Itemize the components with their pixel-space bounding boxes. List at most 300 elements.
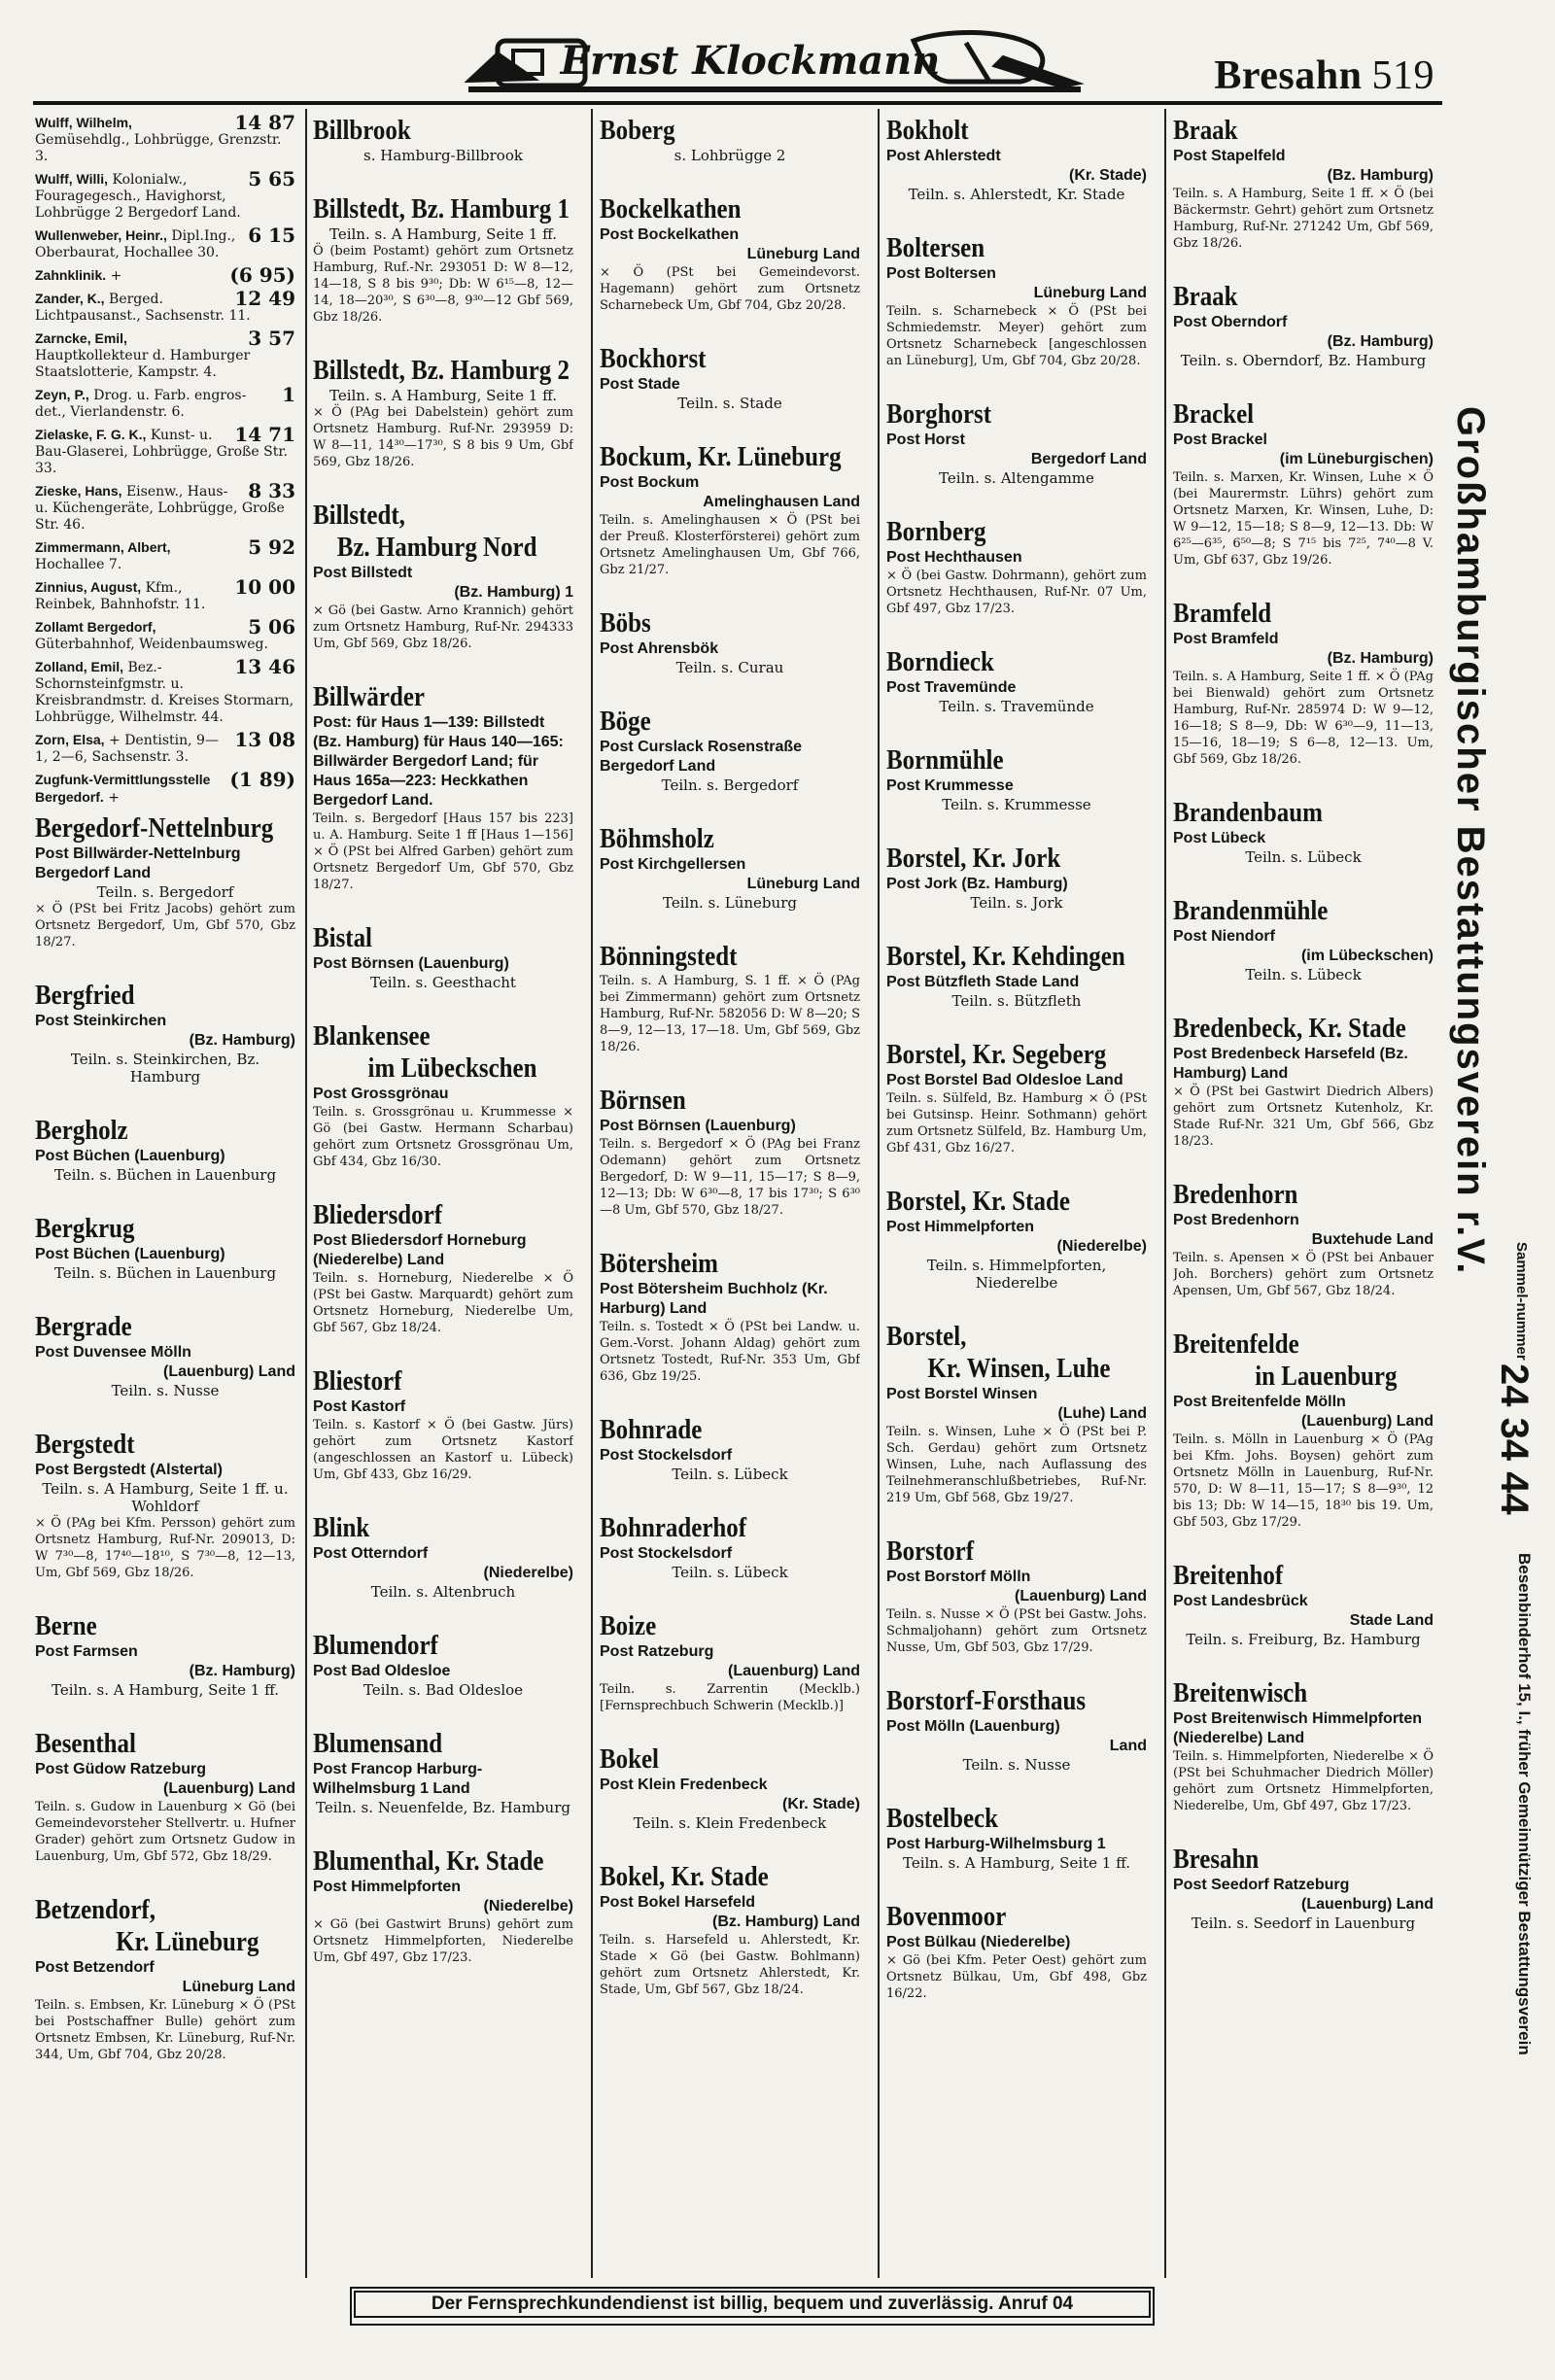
- place-name: Billstedt, Bz. Hamburg 2: [313, 355, 570, 386]
- listing-text: Gemüsehdlg., Lohbrügge, Grenzstr. 3.: [35, 132, 282, 164]
- listing-phone: 13 08: [234, 728, 295, 751]
- post-office: Post Landesbrück: [1173, 1593, 1308, 1609]
- listing-row: [35, 655, 295, 726]
- footer-notice: Der Fernsprechkundendienst ist billig, bequem und zuverlässig. Anruf 04: [354, 2291, 1151, 2318]
- exchange-details: Teiln. s. Amelinghausen × Ö (PSt bei der Preuß. Klosterförsterei) gehört zum Ortsnetz Amelinghausen Um, Gbf 766, Gbz 21/27.: [600, 513, 860, 577]
- place-name: Bergedorf-Nettelnburg: [35, 812, 274, 844]
- place-entry: [600, 941, 860, 1055]
- post-office: Post Brackel: [1173, 431, 1267, 448]
- listing-name: Zimmermann, Albert,: [35, 539, 171, 555]
- subscriber-reference: Teiln. s. Büchen in Lauenburg: [53, 1264, 277, 1282]
- place-name: Borstel, Kr. Jork: [886, 843, 1061, 874]
- subscriber-reference: Teiln. s. Krummesse: [942, 796, 1091, 813]
- place-entry: [313, 500, 573, 652]
- running-title: Bresahn: [1214, 53, 1363, 98]
- place-name: Borghorst: [886, 398, 992, 430]
- place-name: Bramfeld: [1173, 598, 1272, 629]
- subscriber-reference: Teiln. s. Jork: [970, 894, 1063, 912]
- post-office-suffix: (Lauenburg) Land: [163, 1363, 295, 1380]
- post-office-suffix: Buxtehude Land: [1311, 1231, 1434, 1248]
- post-office: Post Grossgrönau: [313, 1086, 449, 1102]
- exchange-details: Teiln. s. Grossgrönau u. Krummesse × Gö (bei Gastw. Hermann Scharbau) gehört zum Ortsnetz Grossgrönau Um, Gbf 434, Gbz 16/30.: [313, 1105, 573, 1169]
- listing-phone: 1: [282, 383, 295, 406]
- listing-text: Berged. Lichtpausanst., Sachsenstr. 11.: [35, 292, 251, 324]
- place-entry: [35, 812, 295, 950]
- place-name: Billwärder: [313, 681, 425, 712]
- post-office: Post Breitenwisch Himmelpforten (Niederelbe) Land: [1173, 1710, 1423, 1746]
- place-entry: [1173, 281, 1434, 369]
- place-entry: [1173, 115, 1434, 252]
- listing-text: +: [110, 268, 122, 284]
- post-office-suffix: (Luhe) Land: [1057, 1405, 1147, 1422]
- exchange-details: Teiln. s. Kastorf × Ö (bei Gastw. Jürs) gehört zum Ortsnetz Kastorf (angeschlossen an Kastorf u. Lübeck) Um, Gbf 433, Gbz 16/29.: [313, 1418, 573, 1482]
- place-name-suffix: im Lübeckschen: [367, 1052, 537, 1084]
- exchange-details: × Gö (bei Kfm. Peter Oest) gehört zum Ortsnetz Bülkau, Um, Gbf 498, Gbz 16/22.: [886, 1953, 1147, 2001]
- listing-row: [35, 115, 295, 165]
- post-office: Post Borstel Bad Oldesloe Land: [886, 1072, 1123, 1088]
- place-entry: [1173, 1844, 1434, 1932]
- subscriber-reference: Teiln. s. A Hamburg, Seite 1 ff.: [903, 1854, 1130, 1872]
- exchange-details: × Ö (bei Gastw. Dohrmann), gehört zum Ortsnetz Hechthausen, Ruf-Nr. 07 Um, Gbf 497, Gbz 17/23.: [886, 569, 1147, 616]
- subscriber-reference: s. Hamburg-Billbrook: [363, 147, 523, 164]
- post-office-suffix: Amelinghausen Land: [703, 494, 860, 510]
- place-entry: [313, 1199, 573, 1336]
- subscriber-reference: Teiln. s. A Hamburg, Seite 1 ff. u. Wohldorf: [42, 1480, 289, 1515]
- post-office-suffix: (Lauenburg) Land: [1301, 1896, 1434, 1913]
- place-entry: [886, 646, 1147, 715]
- post-office: Post Bramfeld: [1173, 631, 1279, 647]
- place-name: Bergstedt: [35, 1429, 135, 1460]
- post-office: Post Niendorf: [1173, 928, 1275, 945]
- post-office-suffix: (Lauenburg) Land: [728, 1663, 860, 1679]
- subscriber-reference: Teiln. s. Bergedorf: [661, 776, 799, 794]
- listing-row: [35, 327, 295, 381]
- place-name: Bergrade: [35, 1311, 132, 1342]
- ernst-klockmann-logo: [459, 23, 1090, 97]
- post-office: Post Borstel Winsen: [886, 1386, 1038, 1402]
- subscriber-reference: Teiln. s. Nusse: [962, 1756, 1071, 1774]
- place-name: Bovenmoor: [886, 1901, 1007, 1932]
- listing-text: Bez.-Schornsteinfgmstr. u. Kreisbrandmstr. d. Kreises Stormarn, Lohbrügge, Wilhelmstr. 44.: [35, 660, 294, 725]
- place-entry: [886, 1186, 1147, 1292]
- post-office: Post Oberndorf: [1173, 314, 1288, 330]
- place-name: Borstorf-Forsthaus: [886, 1685, 1087, 1716]
- place-name-suffix: Kr. Lüneburg: [116, 1926, 259, 1957]
- exchange-details: Teiln. s. Himmelpforten, Niederelbe × Ö (PSt bei Schuhmacher Diedrich Möller) gehört zum Ortsnetz Himmelpforten, Niederelbe, Um, Gbf 497, Gbz 17/23.: [1173, 1749, 1434, 1813]
- place-name: Blumenthal, Kr. Stade: [313, 1845, 544, 1877]
- subscriber-reference: Teiln. s. Curau: [675, 659, 784, 676]
- place-name: Bornberg: [886, 516, 986, 547]
- place-name: Böbs: [600, 607, 651, 638]
- place-name: Böhmsholz: [600, 823, 714, 854]
- column-1: [35, 115, 295, 2262]
- place-entry: [886, 1685, 1147, 1774]
- post-office-suffix: (Lauenburg) Land: [163, 1780, 295, 1797]
- exchange-details: × Ö (PSt bei Gemeindevorst. Hagemann) gehört zum Ortsnetz Scharnebeck Um, Gbf 704, Gbz 20/28.: [600, 265, 860, 313]
- place-name: Breitenwisch: [1173, 1677, 1308, 1708]
- post-office: Post Lübeck: [1173, 830, 1266, 846]
- listing-phone: (6 95): [229, 263, 295, 287]
- post-office-suffix: Lüneburg Land: [746, 876, 860, 892]
- listing-phone: 14 71: [234, 423, 295, 446]
- listing-name: Zahnklinik.: [35, 267, 107, 283]
- footer-box: [350, 2287, 1155, 2326]
- place-entry: [1173, 797, 1434, 866]
- post-office: Post Travemünde: [886, 679, 1017, 696]
- place-entry: [886, 941, 1147, 1010]
- header-rule: [33, 101, 1442, 105]
- place-name: Bokel, Kr. Stade: [600, 1861, 769, 1892]
- subscriber-reference: Teiln. s. Lübeck: [1245, 848, 1362, 866]
- place-entry: [1173, 1013, 1434, 1150]
- post-office: Post Stockelsdorf: [600, 1545, 733, 1562]
- place-name: Borstel, Kr. Stade: [886, 1186, 1070, 1217]
- page-header: [33, 17, 1442, 115]
- listing-row: [35, 615, 295, 653]
- listing-name: Zeyn, P.,: [35, 387, 89, 402]
- place-entry: [886, 1039, 1147, 1156]
- sidebar-address: Besenbinderhof 15, I., früher Gemeinnütziger Bestattungsverein: [1515, 1553, 1534, 2055]
- subscriber-reference: Teiln. s. Freiburg, Bz. Hamburg: [1186, 1631, 1421, 1648]
- place-name: Bergholz: [35, 1115, 128, 1146]
- listing-text: Kfm., Reinbek, Bahnhofstr. 11.: [35, 580, 206, 612]
- post-office: Post Breitenfelde Mölln: [1173, 1394, 1346, 1410]
- sidebar-main-text: [1448, 406, 1503, 1961]
- subscriber-reference: Teiln. s. Bützfleth: [951, 992, 1082, 1010]
- post-office-suffix: (Bz. Hamburg): [189, 1663, 295, 1679]
- subscriber-reference: Teiln. s. Klein Fredenbeck: [633, 1814, 827, 1832]
- exchange-details: Teiln. s. Apensen × Ö (PSt bei Anbauer Joh. Borchers) gehört zum Ortsnetz Apensen, Um, Gbf 567, Gbz 18/24.: [1173, 1251, 1434, 1298]
- column-2: [313, 115, 573, 2262]
- listing-text: Dipl.Ing., Oberbaurat, Hochallee 30.: [35, 228, 236, 260]
- place-entry: [600, 1414, 860, 1483]
- place-entry: [886, 744, 1147, 813]
- place-name: Brandenmühle: [1173, 895, 1329, 926]
- post-office-suffix: Lüneburg Land: [1033, 285, 1147, 301]
- place-entry: [313, 922, 573, 991]
- listing-text: Drog. u. Farb. engros-det., Vierlandenstr. 6.: [35, 388, 247, 420]
- place-entry: [35, 1213, 295, 1282]
- place-name-suffix: Kr. Winsen, Luhe: [927, 1353, 1111, 1384]
- place-name: Blink: [313, 1512, 370, 1543]
- listing-name: Zollamt Bergedorf,: [35, 619, 156, 635]
- exchange-details: Teiln. s. Zarrentin (Mecklb.) [Fernsprechbuch Schwerin (Mecklb.)]: [600, 1682, 860, 1713]
- subscriber-reference: Teiln. s. Altengamme: [939, 469, 1094, 487]
- place-entry: [600, 1248, 860, 1385]
- place-name: Bliestorf: [313, 1365, 402, 1397]
- listing-row: [35, 263, 295, 287]
- listing-text: Kolonialw., Fouragegesch., Havighorst, Lohbrügge 2 Bergedorf Land.: [35, 172, 241, 221]
- subscriber-reference: Teiln. s. Nusse: [111, 1382, 220, 1399]
- subscriber-reference: Teiln. s. Travemünde: [939, 698, 1094, 715]
- post-office: Post Bergstedt (Alstertal): [35, 1462, 223, 1478]
- listing-name: Zinnius, August,: [35, 579, 142, 595]
- subscriber-reference: Teiln. s. Stade: [677, 395, 782, 412]
- post-office: Post Stockelsdorf: [600, 1447, 733, 1464]
- place-name: Borstel,: [886, 1321, 967, 1352]
- post-office: Post Seedorf Ratzeburg: [1173, 1877, 1350, 1893]
- post-office: Post Stade: [600, 376, 680, 393]
- place-entry: [35, 1728, 295, 1865]
- place-name: Bönningstedt: [600, 941, 738, 972]
- place-name: Bostelbeck: [886, 1803, 998, 1834]
- post-office-suffix: (Bz. Hamburg) 1: [454, 584, 573, 601]
- post-office: Post Bliedersdorf Horneburg (Niederelbe) Land: [313, 1232, 527, 1268]
- place-entry: [1173, 398, 1434, 569]
- listing-row: [35, 575, 295, 613]
- exchange-details: Teiln. s. A Hamburg, Seite 1 ff. × Ö (PAg bei Bienwald) gehört zum Ortsnetz Hamburg, Ruf-Nr. 285974 D: W 9—12, 16—18; S 8—9, Db: W 6³⁰—9, 11—13, 15—16, 18—19; S 6—8, 12—13. Um, Gbf 569, Gbz 18/26.: [1173, 670, 1434, 767]
- column-divider: [1164, 109, 1166, 2278]
- post-office: Post Bad Oldesloe: [313, 1663, 451, 1679]
- exchange-details: × Gö (bei Gastwirt Bruns) gehört zum Ortsnetz Himmelpforten, Niederelbe Um, Gbf 497, Gbz 17/23.: [313, 1917, 573, 1965]
- running-head: [1214, 52, 1434, 99]
- place-entry: [1173, 895, 1434, 983]
- place-entry: [600, 441, 860, 578]
- listing-text: Hochallee 7.: [35, 557, 122, 572]
- post-office: Post Boltersen: [886, 265, 996, 282]
- post-office-suffix: (Niederelbe): [483, 1565, 573, 1581]
- column-divider: [591, 109, 593, 2278]
- post-office-suffix: (Niederelbe): [483, 1898, 573, 1914]
- place-entry: [35, 1894, 295, 2063]
- sidebar-title: Großhamburgischer Bestattungsverein r.V.: [1449, 406, 1492, 1276]
- subscriber-reference: Teiln. s. Neuenfelde, Bz. Hamburg: [316, 1799, 570, 1816]
- place-name: Bokholt: [886, 115, 969, 146]
- subscriber-reference: Teiln. s. Oberndorf, Bz. Hamburg: [1180, 352, 1427, 369]
- place-name: Braak: [1173, 281, 1238, 312]
- place-entry: [35, 1311, 295, 1399]
- exchange-details: × Ö (PSt bei Gastwirt Diedrich Albers) gehört zum Ortsnetz Kutenholz, Kr. Stade Ruf-Nr. 321 Um, Gbf 566, Gbz 18/23.: [1173, 1085, 1434, 1149]
- column-4: [886, 115, 1147, 2262]
- listing-phone: 6 15: [248, 224, 295, 247]
- place-name-suffix: Bz. Hamburg Nord: [336, 532, 537, 563]
- sidebar-phone: 24 34 44: [1493, 1363, 1536, 1515]
- post-office: Post Bützfleth Stade Land: [886, 974, 1080, 990]
- place-entry: [600, 115, 860, 164]
- place-name: Boberg: [600, 115, 675, 146]
- place-entry: [313, 355, 573, 470]
- post-office-suffix: (Bz. Hamburg) Land: [712, 1914, 860, 1930]
- listing-text: Eisenw., Haus- u. Küchengeräte, Lohbrügge, Große Str. 46.: [35, 484, 285, 533]
- place-name: Bistal: [313, 922, 372, 953]
- exchange-details: Teiln. s. A Hamburg, Seite 1 ff. × Ö (bei Bäckermstr. Gehrt) gehört zum Ortsnetz Hamburg, Ruf-Nr. 271242 Um, Gbf 569, Gbz 18/26.: [1173, 187, 1434, 251]
- subscriber-reference: s. Lohbrügge 2: [674, 147, 786, 164]
- listing-text: Hauptkollekteur d. Hamburger Staatslotterie, Kampstr. 4.: [35, 348, 251, 380]
- post-office-suffix: (Bz. Hamburg): [189, 1032, 295, 1049]
- place-entry: [886, 1901, 1147, 2002]
- place-name: Bresahn: [1173, 1844, 1260, 1875]
- place-entry: [600, 1085, 860, 1219]
- post-office: Post Bredenhorn: [1173, 1212, 1299, 1228]
- subscriber-reference: Teiln. s. Bergedorf: [96, 883, 234, 901]
- post-office-suffix: (Kr. Stade): [1068, 167, 1147, 184]
- post-office-suffix: Stade Land: [1349, 1612, 1434, 1629]
- subscriber-reference: Teiln. s. A Hamburg, Seite 1 ff.: [52, 1681, 279, 1699]
- subscriber-reference: Teiln. s. Büchen in Lauenburg: [53, 1166, 277, 1184]
- column-divider: [878, 109, 880, 2278]
- place-name: Börnsen: [600, 1085, 686, 1116]
- listing-name: Zolland, Emil,: [35, 659, 124, 674]
- page-number: 519: [1371, 53, 1434, 98]
- place-name: Bötersheim: [600, 1248, 718, 1279]
- place-entry: [886, 115, 1147, 203]
- place-name: Bredenbeck, Kr. Stade: [1173, 1013, 1406, 1044]
- post-office-suffix: Lüneburg Land: [746, 246, 860, 262]
- post-office: Post: für Haus 1—139: Billstedt (Bz. Hamburg) für Haus 140—165: Billwärder Bergedorf Land; für Haus 165a—223: Heckkathen Bergedorf Land.: [313, 714, 564, 809]
- place-name-suffix: in Lauenburg: [1255, 1361, 1398, 1392]
- place-entry: [886, 843, 1147, 912]
- subscriber-reference: Teiln. s. Bad Oldesloe: [363, 1681, 524, 1699]
- post-office: Post Stapelfeld: [1173, 148, 1286, 164]
- place-name: Besenthal: [35, 1728, 136, 1759]
- listing-row: [35, 287, 295, 325]
- post-office: Post Horst: [886, 431, 965, 448]
- place-name: Bohnraderhof: [600, 1512, 747, 1543]
- exchange-details: × Ö (PAg bei Kfm. Persson) gehört zum Ortsnetz Hamburg, Ruf-Nr. 209013, D: W 7³⁰—8, 17⁴⁰—18¹⁰, S 7³⁰—8, 12—13, Um, Gbf 569, Gbz 18/26.: [35, 1516, 295, 1580]
- exchange-details: × Gö (bei Gastw. Arno Krannich) gehört zum Ortsnetz Hamburg, Ruf-Nr. 294333 Um, Gbf 569, Gbz 18/26.: [313, 604, 573, 651]
- place-name: Borstorf: [886, 1535, 975, 1567]
- place-entry: [313, 1020, 573, 1170]
- exchange-details: Teiln. s. Mölln in Lauenburg × Ö (PAg bei Kfm. Johs. Boysen) gehört zum Ortsnetz Mölln in Lauenburg, Ruf-Nr. 570, D: W 8—11, 15—17; S 8—9³⁰, 12 bis 13; Db: W 14—15, 18³⁰ bis 19. Um, Gbf 503, Gbz 17/29.: [1173, 1432, 1434, 1530]
- place-entry: [1173, 598, 1434, 768]
- place-entry: [886, 232, 1147, 369]
- exchange-details: × Ö (PAg bei Dabelstein) gehört zum Ortsnetz Hamburg. Ruf-Nr. 293959 D: W 8—11, 14³⁰—17³⁰, S 8 bis 9 Um, Gbf 569, Gbz 18/26.: [313, 405, 573, 469]
- place-entry: [886, 1803, 1147, 1872]
- post-office: Post Bredenbeck Harsefeld (Bz. Hamburg) Land: [1173, 1046, 1408, 1082]
- subscriber-reference: Teiln. s. Geesthacht: [370, 974, 516, 991]
- subscriber-reference: Teiln. s. Altenbruch: [370, 1583, 516, 1601]
- place-entry: [313, 1365, 573, 1483]
- place-name: Bockhorst: [600, 343, 707, 374]
- place-name: Billbrook: [313, 115, 411, 146]
- post-office: Post Bötersheim Buchholz (Kr. Harburg) Land: [600, 1281, 828, 1317]
- post-office: Post Krummesse: [886, 777, 1014, 794]
- subscriber-reference: Teiln. s. Lübeck: [672, 1564, 788, 1581]
- place-entry: [600, 1610, 860, 1714]
- subscriber-reference: Teiln. s. A Hamburg, Seite 1 ff.: [329, 387, 557, 404]
- place-entry: [313, 1845, 573, 1966]
- place-entry: [313, 1728, 573, 1816]
- exchange-details: Teiln. s. Harsefeld u. Ahlerstedt, Kr. Stade × Gö (bei Gastw. Bohlmann) gehört zum Ortsnetz Ahlerstedt, Kr. Stade, Um, Gbf 567, Gbz 18/24.: [600, 1933, 860, 1997]
- post-office: Post Harburg-Wilhelmsburg 1: [886, 1836, 1106, 1852]
- post-office: Post Kastorf: [313, 1398, 406, 1415]
- place-name: Borstel, Kr. Segeberg: [886, 1039, 1107, 1070]
- post-office: Post Ratzeburg: [600, 1643, 714, 1660]
- place-name: Borstel, Kr. Kehdingen: [886, 941, 1125, 972]
- place-name: Berne: [35, 1610, 97, 1641]
- listing-phone: 8 33: [248, 479, 295, 502]
- place-entry: [1173, 1677, 1434, 1814]
- post-office: Post Mölln (Lauenburg): [886, 1718, 1060, 1735]
- place-entry: [886, 1535, 1147, 1656]
- exchange-details: × Ö (PSt bei Fritz Jacobs) gehört zum Ortsnetz Bergedorf, Um, Gbf 570, Gbz 18/27.: [35, 902, 295, 949]
- post-office: Post Güdow Ratzeburg: [35, 1761, 206, 1777]
- listing-phone: 5 92: [248, 535, 295, 559]
- listing-name: Zieske, Hans,: [35, 483, 122, 499]
- place-name: Blankensee: [313, 1020, 431, 1052]
- subscriber-reference: Teiln. s. Lübeck: [1245, 966, 1362, 983]
- listing-name: Wullenweber, Heinr.,: [35, 227, 167, 243]
- place-name: Blumendorf: [313, 1630, 438, 1661]
- place-entry: [1173, 1328, 1434, 1531]
- column-divider: [305, 109, 307, 2278]
- exchange-details: Teiln. s. Sülfeld, Bz. Hamburg × Ö (PSt bei Gutsinsp. Heinr. Sothmann) gehört zum Ortsnetz Sülfeld, Bz. Hamburg Um, Gbf 431, Gbz 16/27.: [886, 1091, 1147, 1156]
- place-name: Bockum, Kr. Lüneburg: [600, 441, 842, 472]
- place-name: Billstedt, Bz. Hamburg 1: [313, 193, 570, 224]
- listing-row: [35, 728, 295, 766]
- post-office: Post Kirchgellersen: [600, 856, 746, 873]
- subscriber-reference: Teiln. s. Seedorf in Lauenburg: [1191, 1914, 1416, 1932]
- column-5: [1173, 115, 1434, 2262]
- place-name: Betzendorf,: [35, 1894, 156, 1925]
- post-office-suffix: (Bz. Hamburg): [1327, 333, 1434, 350]
- post-office: Post Duvensee Mölln: [35, 1344, 191, 1361]
- listing-row: [35, 768, 295, 807]
- post-office: Post Hechthausen: [886, 549, 1022, 566]
- listing-name: Zorn, Elsa,: [35, 732, 105, 747]
- listing-text: + Dentistin, 9—1, 2—6, Sachsenstr. 3.: [35, 733, 219, 765]
- place-name: Breitenfelde: [1173, 1328, 1299, 1360]
- place-name: Brandenbaum: [1173, 797, 1323, 828]
- place-entry: [313, 193, 573, 326]
- place-entry: [313, 1630, 573, 1699]
- exchange-details: Teiln. s. Gudow in Lauenburg × Gö (bei Gemeindevorsteher Stellvertr. u. Hufner Grader) gehört zum Ortsnetz Gudow in Lauenburg, Um, Gbf 572, Gbz 18/29.: [35, 1800, 295, 1864]
- listing-name: Wulff, Wilhelm,: [35, 115, 132, 130]
- place-name: Billstedt,: [313, 500, 405, 531]
- post-office: Post Ahlerstedt: [886, 148, 1001, 164]
- subscriber-reference: Teiln. s. Steinkirchen, Bz. Hamburg: [70, 1051, 260, 1086]
- place-name: Bergkrug: [35, 1213, 135, 1244]
- place-entry: [313, 681, 573, 893]
- post-office: Post Himmelpforten: [886, 1219, 1035, 1235]
- place-entry: [35, 1115, 295, 1184]
- place-entry: [600, 1743, 860, 1832]
- place-entry: [1173, 1179, 1434, 1299]
- listing-text: +: [108, 790, 120, 806]
- place-entry: [600, 706, 860, 794]
- place-name: Brackel: [1173, 398, 1255, 430]
- listing-phone: 5 06: [248, 615, 295, 638]
- post-office: Post Himmelpforten: [313, 1879, 462, 1895]
- sidebar-sammel-label: Sammel-nummer: [1513, 1242, 1530, 1361]
- exchange-details: Teiln. s. Scharnebeck × Ö (PSt bei Schmiedemstr. Meyer) gehört zum Ortsnetz Scharnebeck [angeschlossen an Lüneburg], Um, Gbf 704, Gbz 20/28.: [886, 304, 1147, 368]
- place-entry: [886, 1321, 1147, 1506]
- post-office: Post Bokel Harsefeld: [600, 1894, 756, 1911]
- post-office: Post Curslack Rosenstraße Bergedorf Land: [600, 739, 803, 775]
- post-office: Post Ahrensbök: [600, 640, 719, 657]
- place-entry: [313, 1512, 573, 1601]
- exchange-details: Teiln. s. Winsen, Luhe × Ö (PSt bei P. Sch. Gerdau) gehört zum Ortsnetz Winsen, Luhe, nach Auflassung des Teilnehmeranschlußbetriebes, Ruf-Nr. 219 Um, Gbf 568, Gbz 19/27.: [886, 1425, 1147, 1505]
- place-name: Borndieck: [886, 646, 994, 677]
- post-office-suffix: (Bz. Hamburg): [1327, 167, 1434, 184]
- place-name: Braak: [1173, 115, 1238, 146]
- exchange-details: Teiln. s. Nusse × Ö (PSt bei Gastw. Johs. Schmaljohann) gehört zum Ortsnetz Nusse, Um, Gbf 503, Gbz 17/29.: [886, 1607, 1147, 1655]
- listing-name: Zielaske, F. G. K.,: [35, 427, 147, 442]
- subscriber-reference: Teiln. s. Lübeck: [672, 1466, 788, 1483]
- column-3: [600, 115, 860, 2262]
- post-office: Post Billstedt: [313, 565, 413, 581]
- listing-row: [35, 224, 295, 261]
- post-office-suffix: (im Lüneburgischen): [1279, 451, 1434, 467]
- subscriber-reference: Teiln. s. Lüneburg: [663, 894, 797, 912]
- place-name: Bliedersdorf: [313, 1199, 443, 1230]
- listing-name: Zarncke, Emil,: [35, 330, 127, 346]
- exchange-details: Teiln. s. Embsen, Kr. Lüneburg × Ö (PSt bei Postschaffner Bulle) gehört zum Ortsnetz Embsen, Kr. Lüneburg, Ruf-Nr. 344, Um, Gbf 704, Gbz 20/28.: [35, 1998, 295, 2062]
- place-name: Boize: [600, 1610, 657, 1641]
- place-entry: [35, 980, 295, 1086]
- place-entry: [600, 1512, 860, 1581]
- logo-signature: Ernst Klockmann: [560, 38, 941, 84]
